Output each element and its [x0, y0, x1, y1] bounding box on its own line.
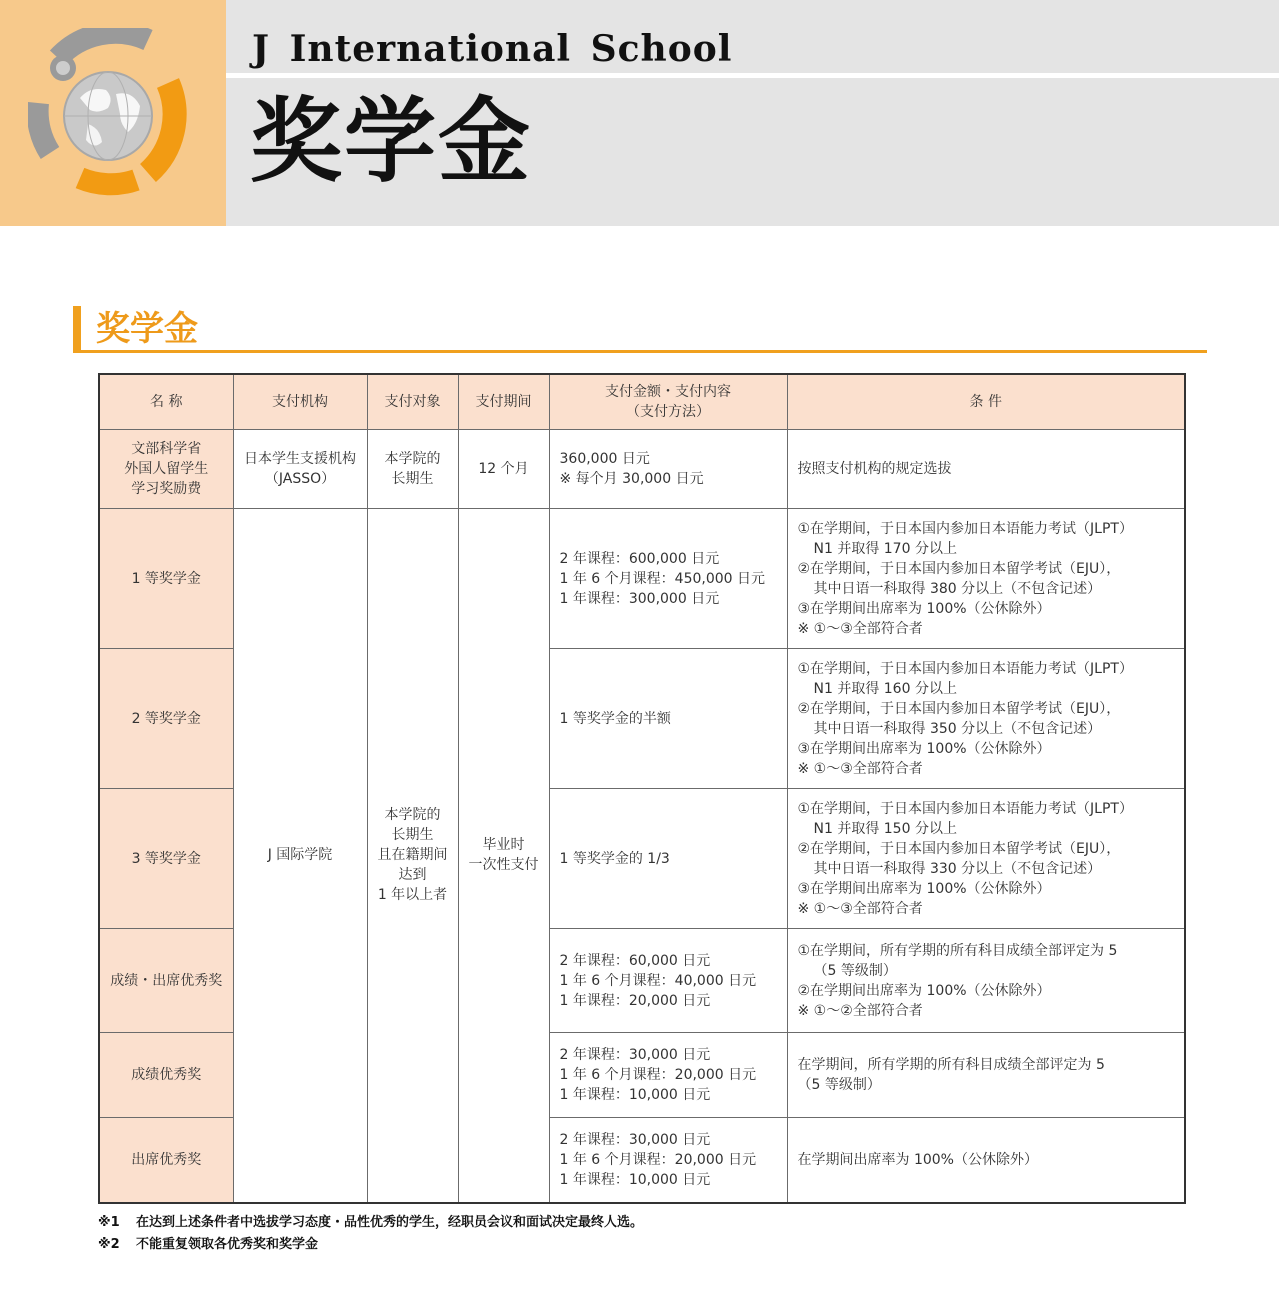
row1-period: 12 个月 [458, 430, 549, 509]
scholarship-table [98, 373, 1186, 1204]
header-amount [549, 374, 787, 430]
amount-line: 1 年课程：10,000 日元 [559, 1171, 711, 1188]
footnote-2 [98, 1234, 643, 1256]
amount-line: 2 年课程：600,000 日元 [559, 550, 720, 567]
shared-target-line: 1 年以上者 [377, 887, 448, 904]
row1-org-line: （JASSO） [264, 471, 336, 487]
amount-line: 1 年 6 个月课程：40,000 日元 [559, 972, 757, 989]
cond-line: （5 等级制） [813, 962, 897, 979]
cond-line: 其中日语一科取得 380 分以上（不包含记述） [813, 580, 1102, 597]
row1-amount-line: 360,000 日元 [559, 451, 650, 467]
table-header-row [99, 374, 1185, 430]
amount-line: 1 年 6 个月课程：450,000 日元 [559, 570, 766, 587]
row-condition [787, 1118, 1185, 1203]
row-condition [787, 1033, 1185, 1118]
cond-line: 其中日语一科取得 330 分以上（不包含记述） [813, 860, 1102, 877]
amount-line: 1 年课程：300,000 日元 [559, 590, 720, 607]
cond-line: N1 并取得 160 分以上 [813, 680, 957, 697]
row1-target-line: 本学院的 [384, 451, 441, 467]
row1-target [367, 430, 458, 509]
row-name: 成绩・出席优秀奖 [99, 929, 233, 1033]
amount-line: 2 年课程：30,000 日元 [559, 1047, 711, 1063]
footnote-mark: ※2 [98, 1237, 120, 1252]
shared-target [367, 509, 458, 1203]
row1-name-line: 外国人留学生 [124, 461, 209, 477]
header-condition: 条 件 [787, 374, 1185, 430]
cond-line: ②在学期间，于日本国内参加日本留学考试（EJU）， [797, 840, 1121, 857]
section-marker [73, 306, 81, 352]
row-condition [787, 789, 1185, 929]
row1-org [233, 430, 367, 509]
footnote-text: 不能重复领取各优秀奖和奖学金 [136, 1237, 319, 1252]
cond-line: N1 并取得 150 分以上 [813, 820, 957, 837]
shared-target-line: 长期生 [391, 827, 434, 844]
cond-line: N1 并取得 170 分以上 [813, 540, 957, 557]
school-logo-icon [28, 28, 198, 198]
row-amount [549, 1033, 787, 1118]
cond-line: ※ ①～③全部符合者 [797, 760, 923, 777]
cond-line: 在学期间，所有学期的所有科目成绩全部评定为 5 [797, 1057, 1105, 1073]
row-name: 3 等奖学金 [99, 789, 233, 929]
header-period: 支付期间 [458, 374, 549, 430]
amount-line: 1 年课程：10,000 日元 [559, 1087, 711, 1103]
row1-amount [549, 430, 787, 509]
title-divider [226, 73, 1279, 78]
cond-line: （5 等级制） [797, 1077, 881, 1093]
row-condition [787, 509, 1185, 649]
cond-line: ①在学期间，于日本国内参加日本语能力考试（JLPT） [797, 800, 1133, 817]
row-amount [549, 929, 787, 1033]
cond-line: ③在学期间出席率为 100%（公休除外） [797, 600, 1051, 617]
row-condition [787, 649, 1185, 789]
shared-org: J 国际学院 [233, 509, 367, 1203]
amount-line: 1 年 6 个月课程：20,000 日元 [559, 1067, 757, 1083]
section-divider [73, 350, 1207, 353]
shared-target-line: 且在籍期间 [377, 847, 448, 864]
logo-panel [0, 0, 226, 226]
row-amount [549, 509, 787, 649]
row1-target-line: 长期生 [391, 471, 434, 487]
shared-target-line: 本学院的 [384, 807, 441, 824]
row1-name-line: 学习奖励费 [131, 481, 202, 497]
cond-line: ①在学期间，于日本国内参加日本语能力考试（JLPT） [797, 520, 1133, 537]
footnote-mark: ※1 [98, 1215, 120, 1230]
amount-line: 1 年 6 个月课程：20,000 日元 [559, 1151, 757, 1168]
school-name: J International School [252, 28, 733, 70]
footnote-1 [98, 1212, 643, 1234]
row-amount [549, 649, 787, 789]
row1-amount-line: ※ 每个月 30,000 日元 [559, 471, 704, 487]
row1-name-line: 文部科学省 [131, 441, 202, 457]
table-row [99, 430, 1185, 509]
shared-period [458, 509, 549, 1203]
cond-line: ※ ①～③全部符合者 [797, 900, 923, 917]
cond-line: ②在学期间，于日本国内参加日本留学考试（EJU）， [797, 700, 1121, 717]
header-amount-line2: （支付方法） [626, 404, 710, 420]
row-name: 出席优秀奖 [99, 1118, 233, 1203]
row1-name [99, 430, 233, 509]
row-name: 成绩优秀奖 [99, 1033, 233, 1118]
cond-line: ②在学期间出席率为 100%（公休除外） [797, 982, 1051, 999]
amount-line: 1 等奖学金的半额 [559, 710, 671, 727]
cond-line: 在学期间出席率为 100%（公休除外） [797, 1151, 1038, 1168]
cond-line: ②在学期间，于日本国内参加日本留学考试（EJU）， [797, 560, 1121, 577]
shared-target-line: 达到 [398, 867, 427, 884]
header-target: 支付对象 [367, 374, 458, 430]
row1-org-line: 日本学生支援机构 [244, 451, 356, 467]
row-amount [549, 1118, 787, 1203]
header-banner [0, 0, 1279, 226]
cond-line: ※ ①～②全部符合者 [797, 1002, 923, 1019]
cond-line: ③在学期间出席率为 100%（公休除外） [797, 880, 1051, 897]
row1-condition: 按照支付机构的规定选拔 [787, 430, 1185, 509]
cond-line: ※ ①～③全部符合者 [797, 620, 923, 637]
header-name: 名 称 [99, 374, 233, 430]
page-title: 奖学金 [250, 88, 533, 195]
row-condition [787, 929, 1185, 1033]
header-amount-line1: 支付金额・支付内容 [605, 384, 731, 400]
footnotes [98, 1212, 643, 1256]
amount-line: 2 年课程：30,000 日元 [559, 1131, 711, 1148]
amount-line: 1 年课程：20,000 日元 [559, 992, 711, 1009]
row-name: 2 等奖学金 [99, 649, 233, 789]
amount-line: 2 年课程：60,000 日元 [559, 952, 711, 969]
row-name: 1 等奖学金 [99, 509, 233, 649]
cond-line: 其中日语一科取得 350 分以上（不包含记述） [813, 720, 1102, 737]
table-row [99, 509, 1185, 649]
cond-line: ③在学期间出席率为 100%（公休除外） [797, 740, 1051, 757]
section-title: 奖学金 [96, 309, 198, 349]
shared-period-line: 毕业时 [482, 837, 525, 854]
row-amount [549, 789, 787, 929]
footnote-text: 在达到上述条件者中选拔学习态度・品性优秀的学生，经职员会议和面试决定最终人选。 [136, 1215, 644, 1230]
cond-line: ①在学期间，于日本国内参加日本语能力考试（JLPT） [797, 660, 1133, 677]
cond-line: ①在学期间，所有学期的所有科目成绩全部评定为 5 [797, 942, 1118, 959]
shared-period-line: 一次性支付 [468, 857, 539, 874]
header-org: 支付机构 [233, 374, 367, 430]
amount-line: 1 等奖学金的 1/3 [559, 850, 670, 867]
